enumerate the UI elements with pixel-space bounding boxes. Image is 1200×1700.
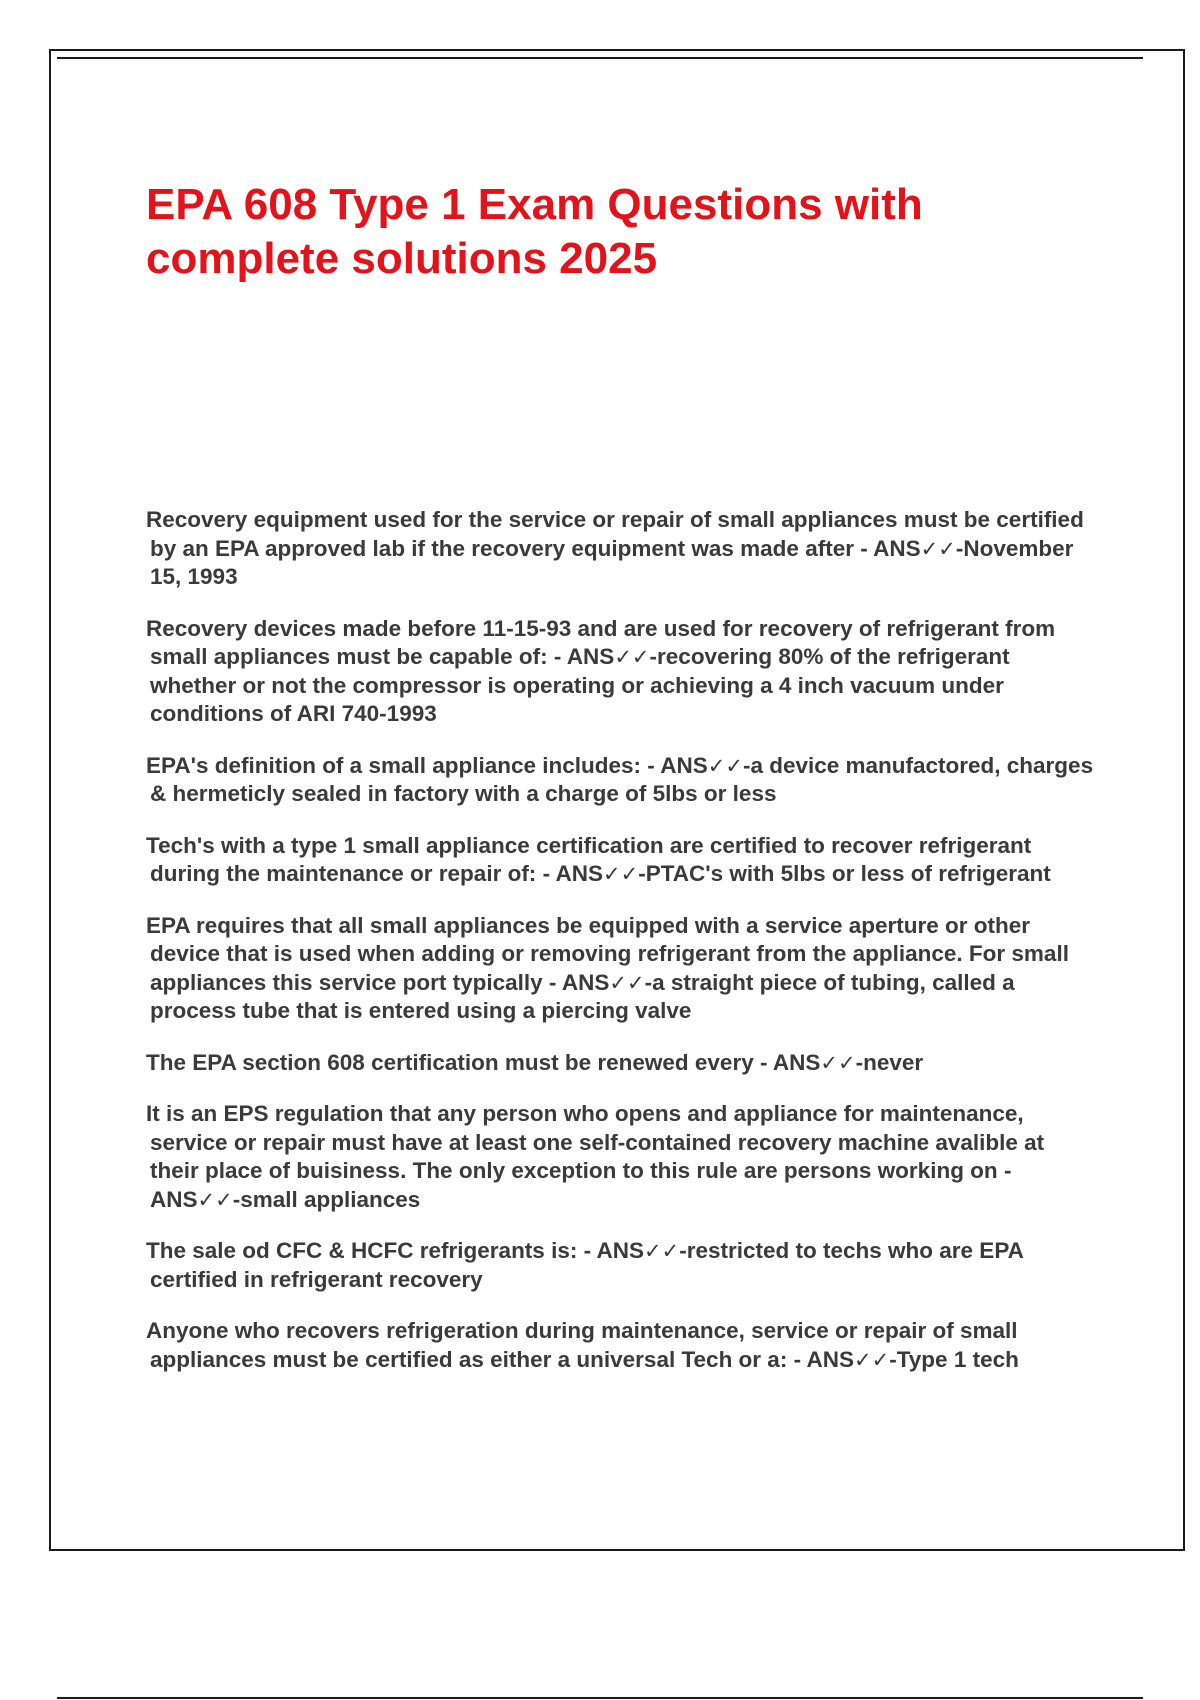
qa-item <box>146 506 1096 592</box>
top-rule <box>57 57 1143 59</box>
double-check-icon: ✓✓ <box>609 970 645 995</box>
ans-label: ANS <box>150 1186 198 1212</box>
question-text: EPA requires that all small appliances be equipped with a service aperture or other device that is used when adding or removing refrigerant from the appliance. For small appliances this service port typically <box>146 912 1069 995</box>
ans-separator: - <box>853 535 874 561</box>
question-text: EPA's definition of a small appliance includes: <box>146 752 642 778</box>
qa-item <box>146 1049 1096 1078</box>
ans-label: ANS <box>555 861 603 886</box>
ans-separator: - <box>542 969 562 995</box>
ans-label: ANS <box>596 1238 645 1263</box>
question-text: Anyone who recovers refrigeration during maintenance, service or repair of small appliances must be certified as either a universal Tech or a: <box>146 1318 1018 1372</box>
ans-label: ANS <box>566 644 615 669</box>
ans-separator: - <box>997 1158 1012 1183</box>
double-check-icon: ✓✓ <box>707 753 743 778</box>
ans-dash: - <box>855 1049 864 1075</box>
ans-label: ANS <box>873 535 921 561</box>
qa-item <box>146 1100 1096 1214</box>
question-text: Recovery devices made before 11-15-93 and are used for recovery of refrigerant from small appliances must be capable of: <box>146 615 1056 669</box>
answer-text: November 15, 1993 <box>150 535 1074 589</box>
ans-dash: - <box>644 969 653 995</box>
ans-dash: - <box>955 535 964 561</box>
document-title: EPA 608 Type 1 Exam Questions with complete solutions 2025 <box>146 180 923 283</box>
ans-dash: - <box>232 1186 241 1212</box>
answer-text: PTAC's with 5lbs or less of refrigerant <box>645 861 1051 886</box>
ans-dash: - <box>742 752 751 778</box>
double-check-icon: ✓✓ <box>920 536 956 561</box>
qa-list <box>146 506 1096 1397</box>
qa-item <box>146 912 1096 1026</box>
double-check-icon: ✓✓ <box>644 1239 680 1263</box>
qa-item <box>146 1317 1096 1374</box>
qa-item <box>146 1237 1096 1294</box>
ans-separator: - <box>753 1049 773 1075</box>
answer-text: recovering 80% of the refrigerant whether or not the compressor is operating or achieving a 4 inch vacuum under conditions of ARI 740-1993 <box>150 644 1010 726</box>
double-check-icon: ✓✓ <box>820 1050 856 1075</box>
question-text: The sale od CFC & HCFC refrigerants is: <box>146 1238 578 1263</box>
ans-separator: - <box>536 861 556 886</box>
double-check-icon: ✓✓ <box>603 862 639 886</box>
ans-label: ANS <box>806 1346 855 1372</box>
ans-label: ANS <box>561 969 610 995</box>
answer-text: Type 1 tech <box>896 1346 1019 1372</box>
qa-item <box>146 832 1096 889</box>
question-text: Tech's with a type 1 small appliance certification are certified to recover refrigerant during the maintenance or repair of: <box>146 832 1032 886</box>
qa-item <box>146 615 1096 729</box>
ans-dash: - <box>649 644 658 669</box>
ans-label: ANS <box>772 1049 821 1075</box>
question-text: It is an EPS regulation that any person who opens and appliance for maintenance, service or repair must have at least one self-contained recovery machine avalible at their place of buisiness. The only exception to this rule are persons working on <box>146 1101 1045 1183</box>
ans-dash: - <box>679 1238 687 1263</box>
qa-item <box>146 752 1096 809</box>
ans-separator: - <box>577 1238 597 1263</box>
ans-dash: - <box>889 1346 897 1372</box>
ans-separator: - <box>547 644 567 669</box>
question-text: Recovery equipment used for the service or repair of small appliances must be certified by an EPA approved lab if the recovery equipment was made after <box>146 507 1084 561</box>
double-check-icon: ✓✓ <box>854 1347 890 1372</box>
bottom-rule <box>57 1697 1143 1699</box>
question-text: The EPA section 608 certification must be renewed every <box>146 1049 754 1075</box>
ans-separator: - <box>641 752 661 778</box>
answer-text: never <box>863 1049 924 1075</box>
double-check-icon: ✓✓ <box>614 645 650 669</box>
answer-text: a device manufactored, charges & hermeticly sealed in factory with a charge of 5lbs or less <box>150 752 1094 806</box>
ans-label: ANS <box>660 752 708 778</box>
ans-separator: - <box>787 1346 807 1372</box>
double-check-icon: ✓✓ <box>197 1187 233 1212</box>
answer-text: small appliances <box>240 1186 421 1212</box>
answer-text: a straight piece of tubing, called a process tube that is entered using a piercing valve <box>150 969 1015 1023</box>
ans-dash: - <box>638 861 646 886</box>
answer-text: restricted to techs who are EPA certified in refrigerant recovery <box>150 1238 1024 1292</box>
